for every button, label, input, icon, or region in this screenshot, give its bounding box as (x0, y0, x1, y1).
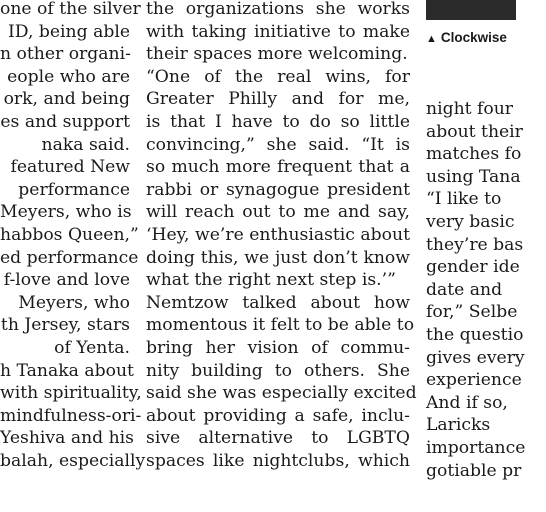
text-line: with spirituality, (0, 383, 142, 404)
text-line: with taking initiative to make (146, 21, 410, 42)
text-line: their spaces more welcoming. (146, 44, 408, 65)
text-line: gotiable pr (426, 460, 522, 481)
text-line: nity building to others. She (146, 360, 410, 381)
text-line: matches fo (426, 144, 522, 165)
text-line: n other organi- (0, 44, 131, 65)
text-line: momentous it felt to be able to (146, 315, 415, 336)
text-line: And if so, (426, 392, 508, 413)
text-line: bring her vision of commu- (146, 337, 410, 358)
article-column-middle (146, 0, 417, 472)
article-column-right (426, 98, 546, 482)
text-line: ‘Hey, we’re enthusiastic about (146, 224, 410, 245)
text-line: mindfulness-ori- (0, 405, 142, 426)
text-line: ID, being able (7, 21, 130, 42)
text-line: Meyers, who is (0, 202, 132, 223)
triangle-up-icon: ▲ (426, 33, 437, 45)
text-line: is that I have to do so little (146, 111, 410, 132)
text-line: Yeshiva and his (0, 428, 134, 449)
text-line: what the right next step is.’” (146, 270, 396, 291)
text-line: for,” Selbe (426, 302, 518, 323)
text-line: ed performance (0, 247, 139, 268)
text-line: featured New (10, 157, 130, 178)
text-line: of Yenta. (54, 337, 130, 358)
text-line: eople who are (7, 66, 130, 87)
text-line: Nemtzow talked about how (146, 292, 410, 313)
text-line: Greater Philly and for me, (146, 89, 410, 110)
text-line: gender ide (426, 257, 520, 278)
article-column-left (0, 0, 146, 472)
photo (426, 0, 516, 20)
text-line: date and (426, 279, 503, 300)
text-line: importance (426, 437, 526, 458)
text-line: the organizations she works (146, 0, 410, 19)
text-line: “I like to (426, 189, 502, 210)
text-line: so much more frequent that a (146, 157, 410, 178)
text-line: using Tana (426, 166, 521, 187)
text-line: said she was especially excited (146, 383, 417, 404)
text-line: balah, especially (0, 450, 146, 471)
text-line: gives every (426, 347, 525, 368)
text-line: convincing,” she said. “It is (146, 134, 410, 155)
text-line: very basic (426, 211, 515, 232)
text-line: experience (426, 370, 522, 391)
text-line: performance (18, 179, 130, 200)
text-line: one of the silver (0, 0, 141, 19)
text-line: sive alternative to LGBTQ (146, 428, 410, 449)
text-line: “One of the real wins, for (146, 66, 410, 87)
text-line: th Jersey, stars (0, 315, 130, 336)
text-line: naka said. (41, 134, 130, 155)
text-line: Laricks (426, 415, 491, 436)
photo-caption (426, 30, 507, 45)
text-line: rabbi or synagogue president (146, 179, 410, 200)
text-line: f-love and love (3, 270, 130, 291)
text-line: h Tanaka about (0, 360, 134, 381)
text-line: about their (426, 121, 523, 142)
text-line: Meyers, who (18, 292, 130, 313)
text-line: about providing a safe, inclu- (146, 405, 410, 426)
text-line: night four (426, 99, 514, 119)
text-line: ork, and being (3, 89, 130, 110)
text-line: habbos Queen,” (0, 224, 139, 245)
text-line: they’re bas (426, 234, 524, 255)
caption-text: Clockwise (440, 30, 507, 45)
text-line: the questio (426, 324, 524, 345)
text-line: doing this, we just don’t know (146, 247, 410, 268)
text-line: spaces like nightclubs, which (146, 450, 410, 471)
text-line: will reach out to me and say, (146, 202, 410, 223)
text-line: es and support (0, 111, 130, 132)
